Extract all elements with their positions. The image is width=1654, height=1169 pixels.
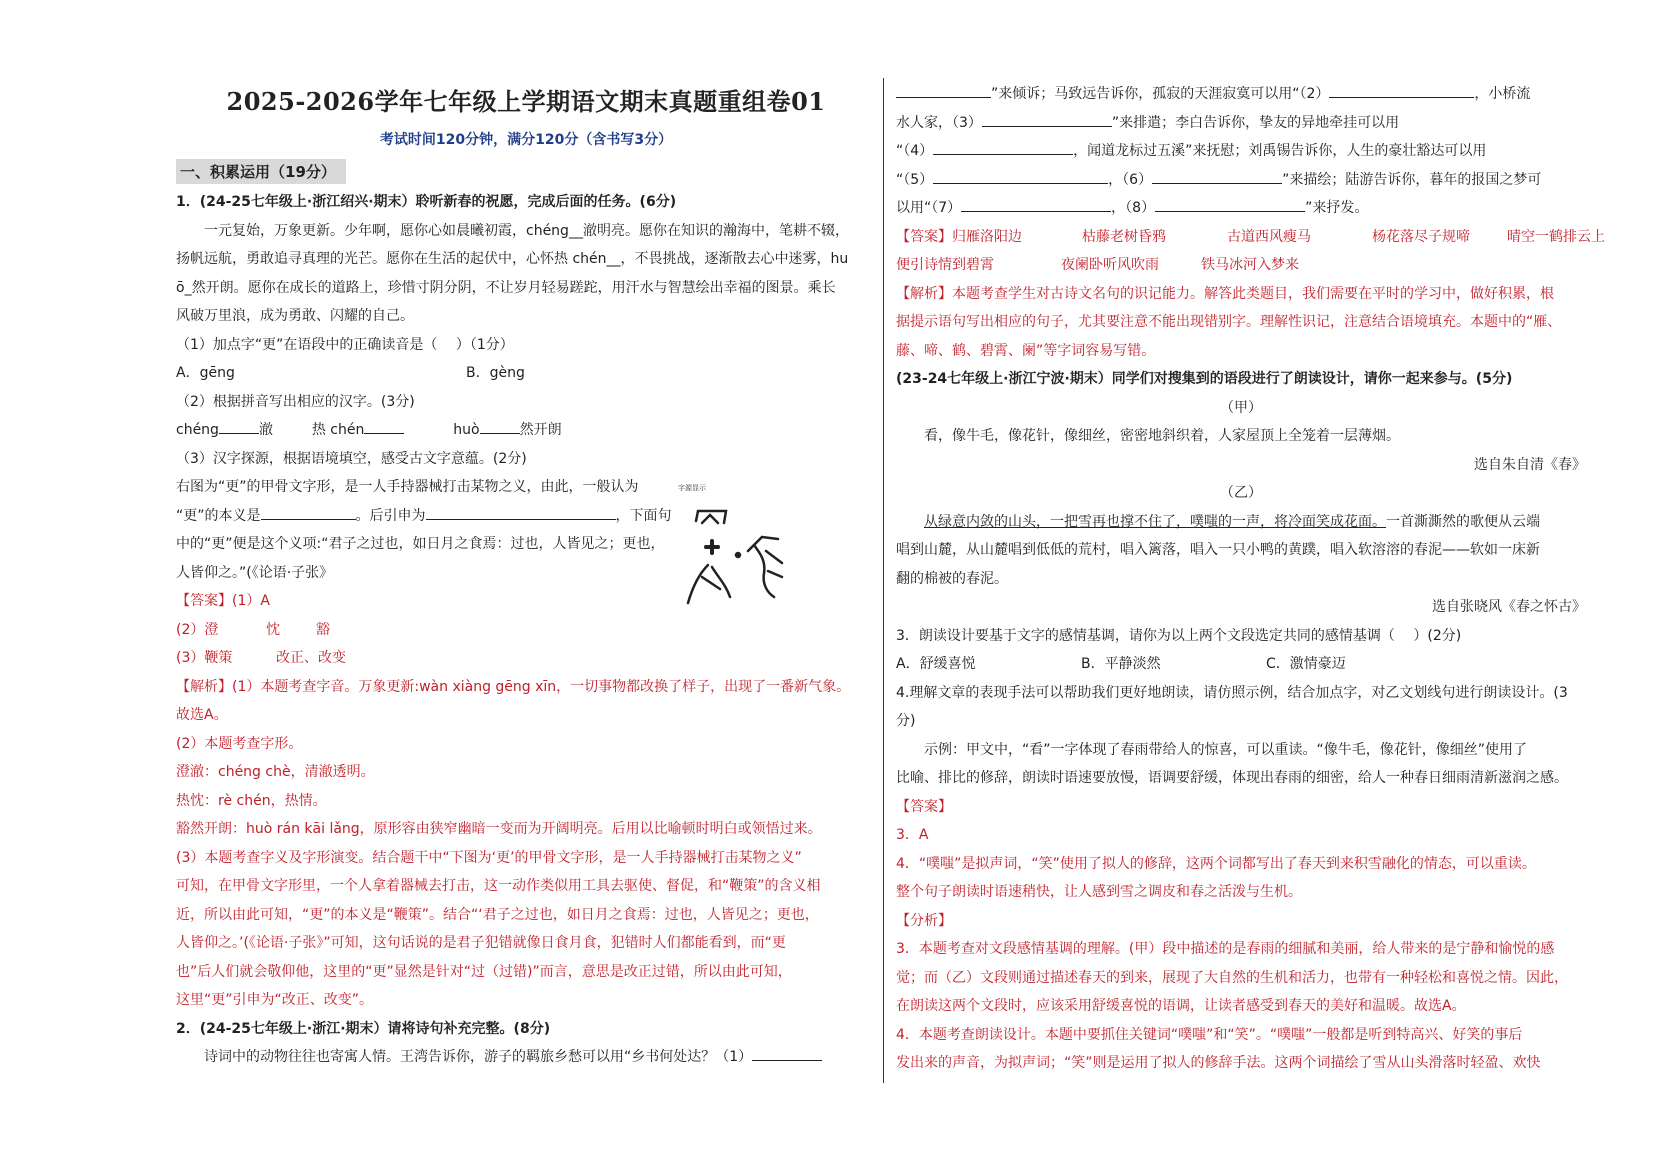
q3-stem: 3．朗读设计要基于文字的感情基调，请你为以上两个文段选定共同的感情基调（ ）(2分) bbox=[896, 627, 1462, 644]
underlined-sentence: 从绿意内敛的山头，一把雪再也撑不住了，噗嗤的一声，将冷面笑成花面。 bbox=[924, 513, 1386, 530]
answer-tag: 【答案】 bbox=[176, 593, 232, 609]
answer: 铁马冰河入梦来 bbox=[1201, 257, 1299, 273]
q34-analysis-line: 3．本题考查对文段感情基调的理解。(甲）段中描述的是春雨的细腻和美丽，给人带来的是宁静和愉悦的感 bbox=[896, 941, 1555, 957]
char-1: 澈 bbox=[258, 422, 273, 438]
q1-sub3: （3）汉字探源，根据语境填空，感受古文字意蕴。(2分) bbox=[176, 450, 527, 467]
q1-sub1: （1）加点字“更”在语段中的正确读音是（ ）（1分） bbox=[176, 336, 514, 353]
q1-analysis-line: (3）本题考查字义及字形演变。结合题干中“下图为‘更’的甲骨文字形，是一人手持器械打击某物之义” bbox=[176, 849, 802, 866]
option-a: A．舒缓喜悦 bbox=[896, 656, 976, 672]
option-b: B．平静淡然 bbox=[1081, 656, 1161, 672]
answer-tag: 【答案】 bbox=[896, 228, 952, 245]
q1-analysis-line: (2）本题考查字形。 bbox=[176, 735, 303, 752]
answer: 归雁洛阳边 bbox=[952, 228, 1022, 245]
option-b: B．gèng bbox=[466, 365, 525, 381]
q1-analysis-line: 人皆仰之。’(《论语·子张》”可知，这句话说的是君子犯错就像日食月食，犯错时人们都能看到，而“更 bbox=[176, 935, 786, 951]
blank[interactable] bbox=[933, 167, 1108, 184]
q1-passage-line: 风破万里浪，成为勇敢、闪耀的自己。 bbox=[176, 308, 414, 324]
q1-sub2: （2）根据拼音写出相应的汉字。(3分) bbox=[176, 393, 415, 410]
q1-answer bbox=[176, 616, 876, 645]
answer: 枯藤老树昏鸦 bbox=[1082, 228, 1166, 245]
answer: 便引诗情到碧霄 bbox=[896, 257, 994, 273]
pinyin-3: huò bbox=[453, 422, 480, 438]
text-fragment: ，下面句 bbox=[615, 507, 672, 524]
passage-jia-label: （甲） bbox=[1220, 399, 1262, 416]
text-fragment: “（5） bbox=[896, 171, 934, 188]
q2-text-line bbox=[896, 137, 1586, 166]
q4-answer-line: 4．“噗嗤”是拟声词，“笑”使用了拟人的修辞，这两个词都写出了春天到来积雪融化的情态，可以重读。 bbox=[896, 855, 1536, 872]
q1-analysis-line: 故选A。 bbox=[176, 707, 228, 723]
text-fragment: 。后引申为 bbox=[355, 507, 426, 524]
text-fragment: 一首澌澌然的歌便从云端 bbox=[1386, 513, 1540, 530]
analysis-tag: 【解析】 bbox=[176, 678, 232, 695]
answer: 豁 bbox=[316, 621, 330, 638]
q2-text-line bbox=[896, 80, 1586, 109]
text-fragment: ，闻道龙标过五溪”来抚慰；刘禹锡告诉你，人生的豪壮豁达可以用 bbox=[1073, 143, 1487, 159]
q1-passage-line: ō_然开朗。愿你在成长的道路上，珍惜寸阴分阴，不让岁月轻易蹉跎，用汗水与智慧绘出幸福的图景。乘长 bbox=[176, 279, 836, 296]
text-fragment: ”来倾诉；马致远告诉你，孤寂的天涯寂寞可以用“（2） bbox=[991, 86, 1330, 102]
q1-passage-line: 一元复始，万象更新。少年啊，愿你心如晨曦初霞，chéng__澈明亮。愿你在知识的瀚海中，笔耕不辍， bbox=[204, 222, 849, 239]
q1-sub1-options bbox=[176, 359, 876, 388]
q2-answer bbox=[896, 251, 1586, 280]
q34-answer-tag: 【答案】 bbox=[896, 798, 952, 815]
q3-options bbox=[896, 650, 1586, 679]
oracle-glyph-icon bbox=[678, 493, 788, 611]
pinyin-1: chéng bbox=[176, 422, 219, 438]
q1-sub3-line: 中的“更”便是这个义项:“君子之过也，如日月之食焉：过也，人皆见之；更也， bbox=[176, 536, 665, 552]
answer: 杨花落尽子规啼 bbox=[1372, 228, 1470, 245]
blank[interactable] bbox=[219, 417, 259, 434]
answer: 忱 bbox=[266, 621, 280, 638]
q1-analysis-line: 热忱：rè chén，热情。 bbox=[176, 792, 327, 809]
passage-yi-line bbox=[896, 508, 1586, 537]
q34-analysis-line: 觉；而（乙）文段则通过描述春天的到来，展现了大自然的生机和活力，也带有一种轻松和喜悦之情。因此， bbox=[896, 969, 1568, 986]
char-3: 然开朗 bbox=[519, 422, 562, 438]
q1-analysis-line: 豁然开朗：huò rán kāi lǎng，原形容由狭窄幽暗一变而为开阔明亮。后用以比喻顿时明白或领悟过来。 bbox=[176, 821, 822, 837]
text-fragment: 以用“（7） bbox=[896, 200, 962, 216]
q2-stem: 2．(24-25七年级上·浙江·期末）请将诗句补充完整。(8分) bbox=[176, 1020, 551, 1037]
text-fragment: “（4） bbox=[896, 143, 934, 159]
passage-jia-text: 看，像牛毛，像花针，像细丝，密密地斜织着，人家屋顶上全笼着一层薄烟。 bbox=[924, 428, 1400, 444]
passage-yi-label: （乙） bbox=[1220, 485, 1262, 501]
q1-sub3-line: 右图为“更”的甲骨文字形，是一人手持器械打击某物之义，由此，一般认为 bbox=[176, 479, 639, 495]
q4-stem: 4.理解文章的表现手法可以帮助我们更好地朗读，请仿照示例，结合加点字，对乙文划线句进行朗读设计。(3 bbox=[896, 684, 1568, 701]
q1-analysis-line: 澄澈：chéng chè，清澈透明。 bbox=[176, 764, 375, 780]
q1-sub3-block bbox=[176, 473, 876, 587]
q4-stem-cont: 分) bbox=[896, 713, 916, 729]
pinyin-2: 热 chén bbox=[311, 422, 365, 438]
q34-analysis-line: 在朗读这两个文段时，应该采用舒缓喜悦的语调，让读者感受到春天的美好和温暖。故选A。 bbox=[896, 998, 1466, 1014]
example-line: 示例：甲文中，“看”一字体现了春雨带给人的惊喜，可以重读。“像牛毛，像花针，像细丝”使用了 bbox=[924, 741, 1528, 758]
q2-analysis-line: 据提示语句写出相应的句子，尤其要注意不能出现错别字。理解性识记，注意结合语境填充。本题中的“雁、 bbox=[896, 314, 1562, 330]
q2-text-line bbox=[896, 166, 1586, 195]
option-a: A．gēng bbox=[176, 365, 235, 381]
text-fragment: ”来排遣；李白告诉你，挚友的异地牵挂可以用 bbox=[1111, 114, 1400, 131]
answer: 改正、改变 bbox=[276, 650, 346, 666]
q2-text-line bbox=[176, 1043, 876, 1072]
example-line: 比喻、排比的修辞，朗读时语速要放慢，语调要舒缓，体现出春雨的细密，给人一种春日细雨清新滋润之感。 bbox=[896, 770, 1568, 786]
q1-passage-line: 扬帆远航，勇敢追寻真理的光芒。愿你在生活的起伏中，心怀热 chén__，不畏挑战，逐渐散去心中迷雾，hu bbox=[176, 251, 849, 267]
right-column bbox=[896, 80, 1605, 1078]
analysis-tag: 【解析】 bbox=[896, 285, 952, 302]
passage-yi-line: 翻的棉被的春泥。 bbox=[896, 570, 1008, 587]
answer: 晴空一鹤排云上 bbox=[1507, 228, 1605, 245]
q2-answer bbox=[896, 223, 1605, 252]
blank[interactable] bbox=[364, 417, 404, 434]
q1-analysis-line: 这里“更”引申为“改正、改变”。 bbox=[176, 992, 374, 1008]
q34-analysis-tag: 【分析】 bbox=[896, 912, 952, 929]
answer: 古道西风瘦马 bbox=[1227, 228, 1311, 245]
column-divider bbox=[883, 78, 884, 1083]
q1-analysis-line: 近，所以由此可知，“更”的本义是“鞭策”。结合“‘君子之过也，如日月之食焉：过也，人皆见之；更也， bbox=[176, 906, 819, 923]
text-fragment: 诗词中的动物往往也寄寓人情。王湾告诉你，游子的羁旅乡愁可以用“乡书何处达？（1） bbox=[204, 1049, 753, 1065]
blank[interactable] bbox=[1329, 81, 1474, 98]
q2-analysis-line bbox=[896, 280, 1586, 309]
blank[interactable] bbox=[961, 195, 1111, 212]
blank[interactable] bbox=[1155, 195, 1305, 212]
blank[interactable] bbox=[480, 417, 520, 434]
text-fragment: “更”的本义是 bbox=[176, 507, 261, 524]
q3-answer: 3．A bbox=[896, 827, 929, 843]
blank[interactable] bbox=[752, 1044, 822, 1061]
analysis-text: (1）本题考查字音。万象更新:wàn xiàng gēng xīn，一切事物都改换了样子，出现了一番新气象。 bbox=[232, 678, 851, 695]
answer: (2）澄 bbox=[176, 621, 219, 638]
q4-answer-line: 整个句子朗读时语速稍快，让人感到雪之调皮和春之活泼与生机。 bbox=[896, 884, 1302, 900]
answer: (3）鞭策 bbox=[176, 650, 233, 666]
text-fragment: ，（8） bbox=[1111, 200, 1156, 216]
q1-analysis-line: 也”后人们就会敬仰他，这里的“更”显然是针对“过（过错)”而言，意思是改正过错，所以由此可知， bbox=[176, 963, 792, 980]
left-column bbox=[176, 80, 876, 1072]
q1-sub2-items bbox=[176, 416, 876, 445]
glyph-caption: 字源显示 bbox=[678, 484, 706, 492]
text-fragment: 水人家，（3） bbox=[896, 114, 982, 131]
blank[interactable] bbox=[933, 138, 1073, 155]
q34-stem: (23-24七年级上·浙江宁波·期末）同学们对搜集到的语段进行了朗读设计，请你一起来参与。(5分) bbox=[896, 371, 1513, 387]
exam-info: 考试时间120分钟，满分120分（含书写3分） bbox=[379, 132, 673, 148]
answer: (1）A bbox=[232, 593, 270, 609]
q2-text-line bbox=[896, 109, 1586, 138]
blank[interactable] bbox=[261, 503, 356, 520]
passage-yi-source: 选自张晓风《春之怀古》 bbox=[1432, 599, 1586, 615]
answer: 夜阑卧听风吹雨 bbox=[1061, 257, 1159, 273]
oracle-bone-image bbox=[678, 483, 788, 613]
text-fragment: ，（6） bbox=[1108, 171, 1153, 188]
q1-analysis-line bbox=[176, 673, 876, 702]
q34-analysis-line: 4．本题考查朗读设计。本题中要抓住关键词“噗嗤”和“笑”。“噗嗤”一般都是听到特高兴、好笑的事后 bbox=[896, 1026, 1523, 1043]
q1-analysis-line: 可知，在甲骨文字形里，一个人拿着器械去打击，这一动作类似用工具去驱使、督促，和“鞭策”的含义相 bbox=[176, 878, 821, 894]
analysis-text: 本题考查学生对古诗文名句的识记能力。解答此类题目，我们需要在平时的学习中，做好积累，根 bbox=[952, 285, 1554, 302]
q2-analysis-line: 藤、啼、鹤、碧霄、阑”等字词容易写错。 bbox=[896, 342, 1156, 359]
q1-sub3-line: 人皆仰之。”(《论语·子张》 bbox=[176, 564, 334, 581]
blank[interactable] bbox=[426, 503, 616, 520]
option-c: C．激情豪迈 bbox=[1266, 656, 1346, 672]
text-fragment: ，小桥流 bbox=[1474, 86, 1531, 102]
q1-stem: 1．(24-25七年级上·浙江绍兴·期末）聆听新春的祝愿，完成后面的任务。(6分) bbox=[176, 194, 677, 210]
text-fragment: ”来描绘；陆游告诉你，暮年的报国之梦可 bbox=[1282, 171, 1542, 188]
q34-analysis-line: 发出来的声音，为拟声词；“笑”则是运用了拟人的修辞手法。这两个词描绘了雪从山头滑落时轻盈、欢快 bbox=[896, 1055, 1541, 1071]
q1-answer bbox=[176, 644, 876, 673]
q2-text-line bbox=[896, 194, 1586, 223]
passage-yi-line: 唱到山麓，从山麓唱到低低的荒村，唱入篱落，唱入一只小鸭的黄蹼，唱入软溶溶的春泥——软如一床新 bbox=[896, 542, 1540, 558]
text-fragment: ”来抒发。 bbox=[1305, 200, 1369, 216]
blank[interactable] bbox=[1152, 167, 1282, 184]
blank[interactable] bbox=[896, 81, 991, 98]
section-heading: 一、积累运用（19分） bbox=[176, 159, 346, 184]
passage-jia-source: 选自朱自清《春》 bbox=[1474, 456, 1586, 473]
blank[interactable] bbox=[982, 110, 1112, 127]
page-title: 2025-2026学年七年级上学期语文期末真题重组卷01 bbox=[226, 87, 826, 116]
